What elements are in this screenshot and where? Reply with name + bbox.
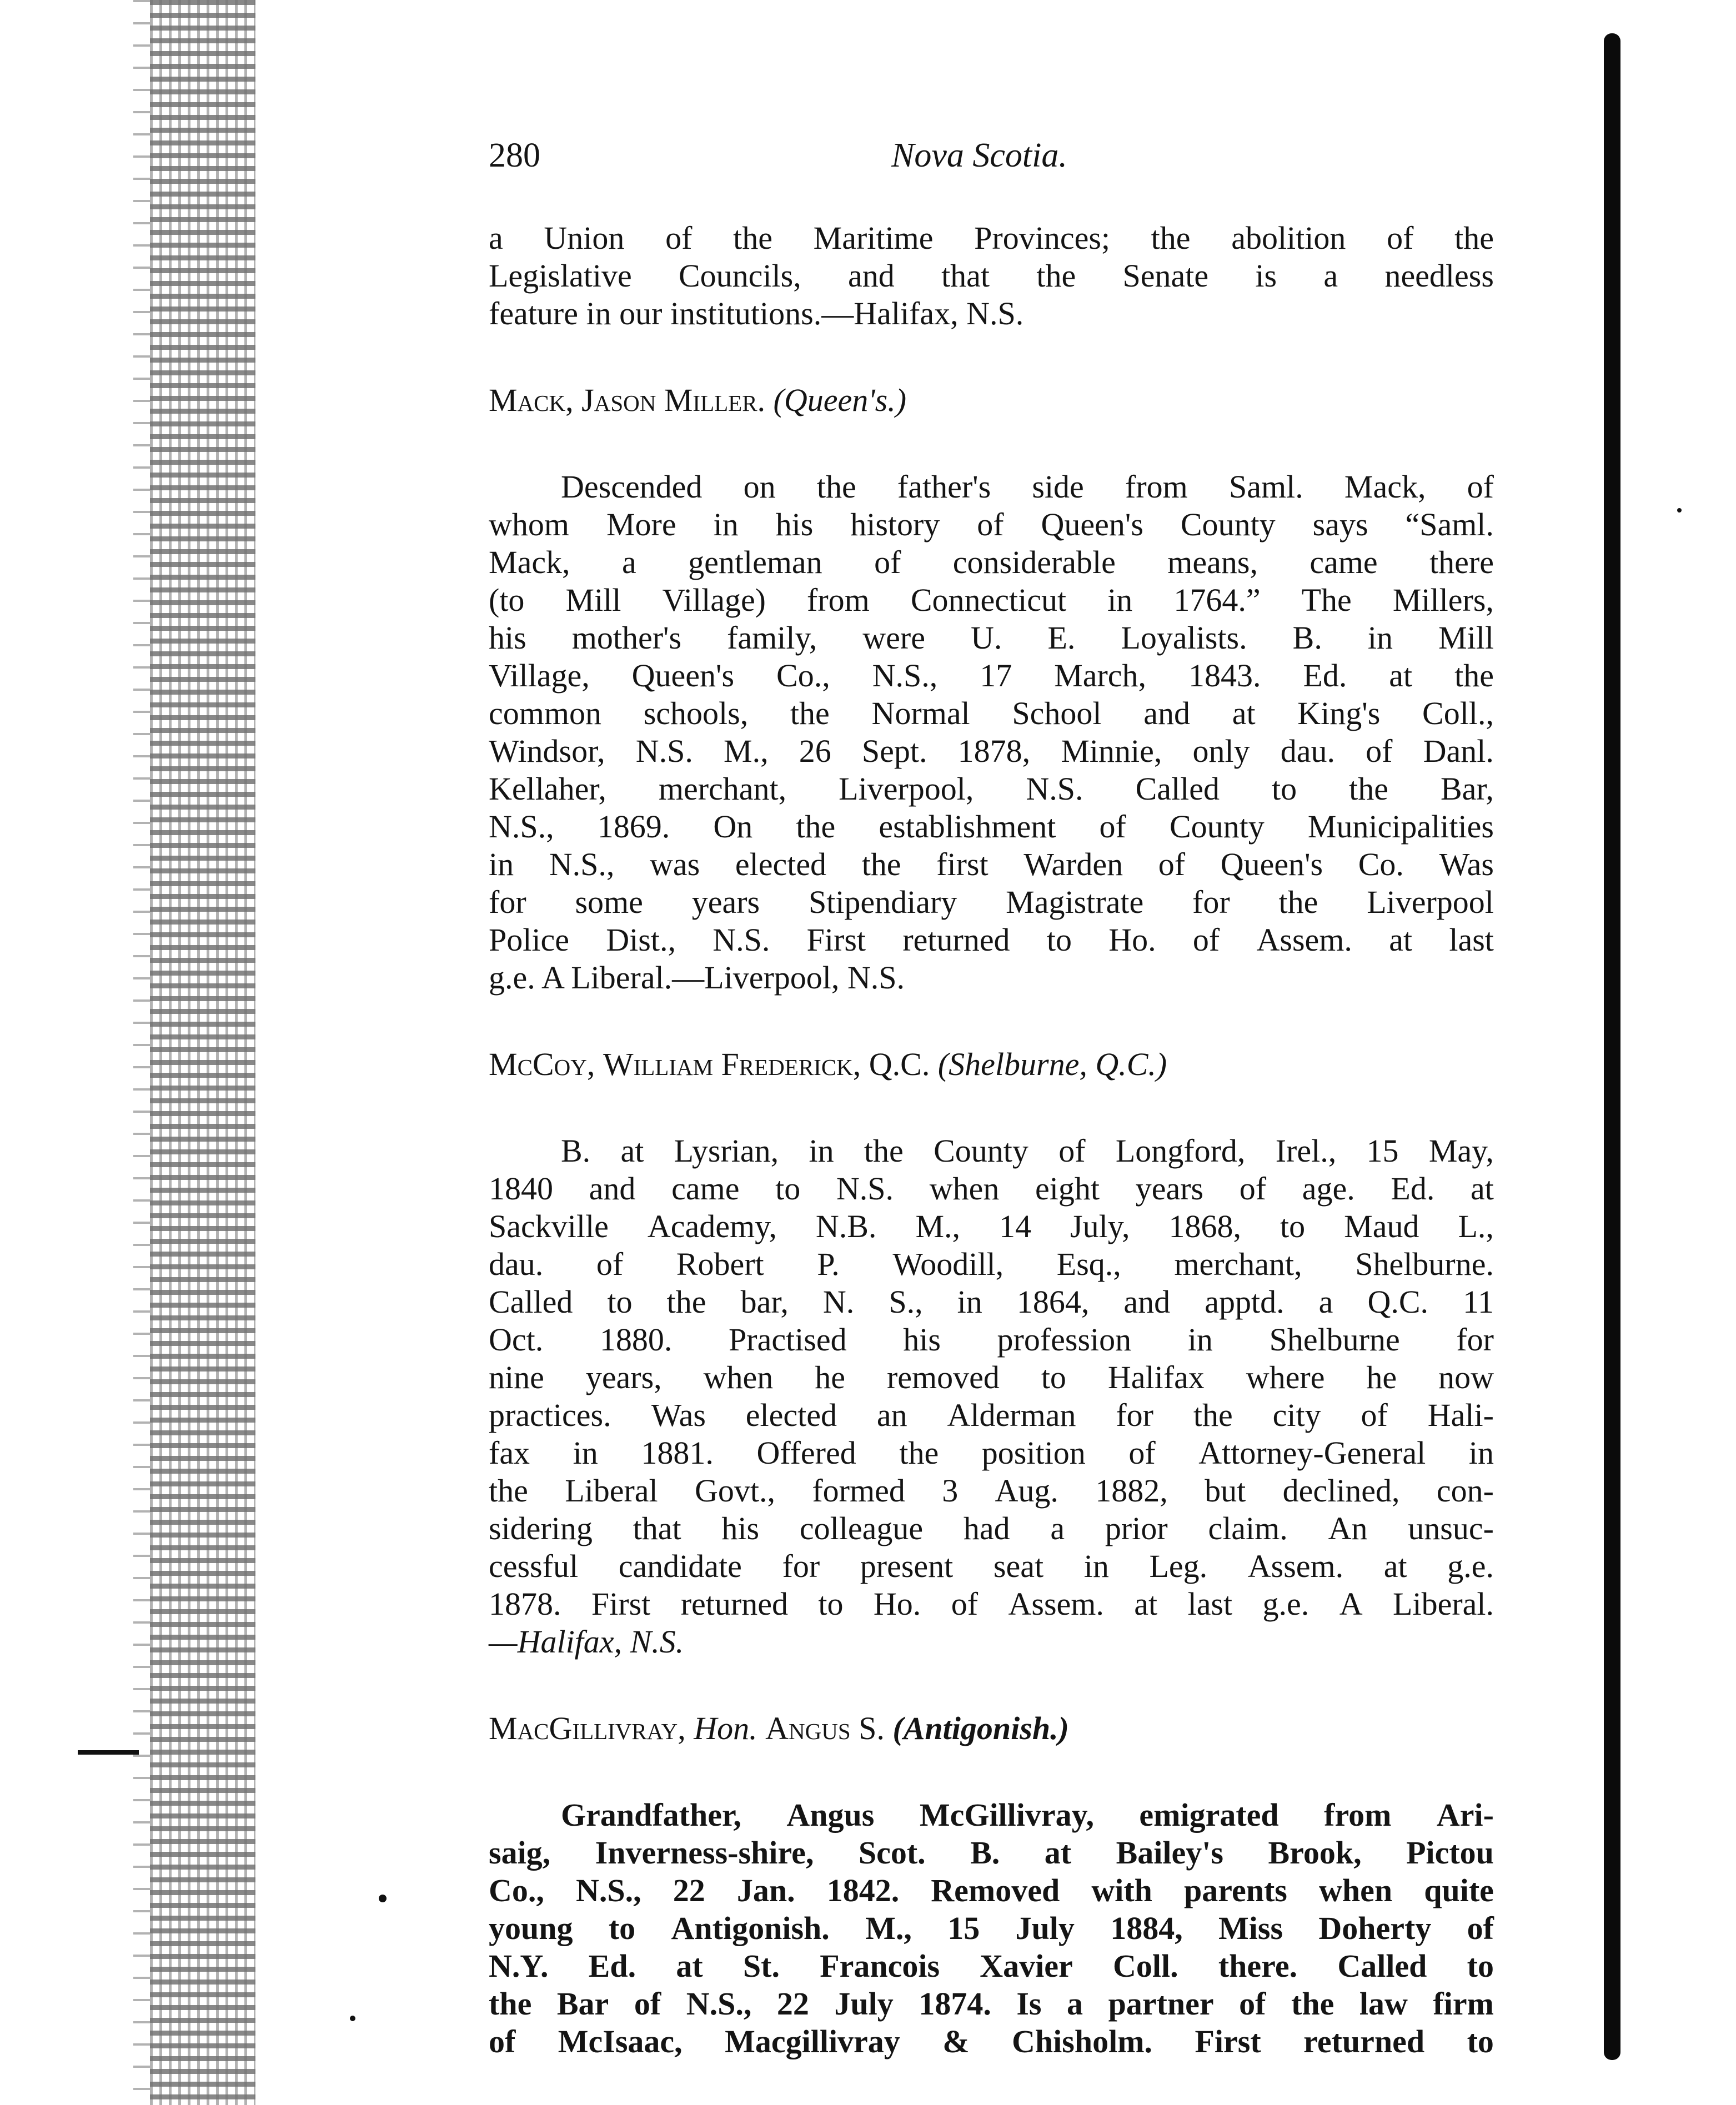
margin-mark [78,1750,139,1755]
text-line: Police Dist., N.S. First returned to Ho. of Assem. at last [489,922,1494,958]
entry-surname: MacGillivray, [489,1710,686,1746]
text-line: of McIsaac, Macgillivray & Chisholm. First returned to [489,2023,1494,2059]
text-line: B. at Lysrian, in the County of Longford, Irel., 15 May, [561,1133,1494,1169]
text-line: fax in 1881. Offered the position of Attorney-General in [489,1435,1494,1471]
entry-heading-mack: Mack, Jason Miller. (Queen's.) [489,382,907,418]
page-number: 280 [489,137,540,174]
text-line: (to Mill Village) from Connecticut in 1764.” The Millers, [489,582,1494,618]
text-line: sidering that his colleague had a prior claim. An unsuc- [489,1510,1494,1546]
text-line: saig, Inverness-shire, Scot. B. at Bailey's Brook, Pictou [489,1835,1494,1871]
text-line: Co., N.S., 22 Jan. 1842. Removed with parents when quite [489,1872,1494,1908]
page-edge-shadow [1604,33,1620,2060]
running-head: Nova Scotia. [891,137,1067,174]
text-line: Oct. 1880. Practised his profession in Shelburne for [489,1322,1494,1358]
text-line: young to Antigonish. M., 15 July 1884, Miss Doherty of [489,1910,1494,1946]
text-line: a Union of the Maritime Provinces; the abolition of the [489,220,1494,256]
text-line: —Halifax, N.S. [489,1624,684,1660]
entry-surname: Mack [489,382,566,418]
entry-constituency: (Antigonish.) [892,1710,1069,1746]
body-text [489,219,1494,2061]
entry-biography [489,1796,1494,2061]
continuation-paragraph [489,219,1494,333]
entry-biography [489,1132,1494,1661]
text-line: Kellaher, merchant, Liverpool, N.S. Called to the Bar, [489,771,1494,807]
text-line: whom More in his history of Queen's County says “Saml. [489,506,1494,542]
entry-constituency: (Shelburne, Q.C.) [937,1046,1167,1082]
text-line: his mother's family, were U. E. Loyalists. B. in Mill [489,620,1494,656]
text-line: the Bar of N.S., 22 July 1874. Is a partner of the law firm [489,1986,1494,2022]
text-line: N.Y. Ed. at St. Francois Xavier Coll. there. Called to [489,1948,1494,1984]
text-line: the Liberal Govt., formed 3 Aug. 1882, but declined, con- [489,1473,1494,1509]
page-header [489,136,1516,186]
entry-constituency: (Queen's.) [773,382,907,418]
entry-surname: McCoy [489,1046,587,1082]
ink-speck [379,1895,387,1902]
text-line: nine years, when he removed to Halifax where he now [489,1359,1494,1395]
entry-given-names: Jason Miller. [581,382,766,418]
text-line: 1878. First returned to Ho. of Assem. at last g.e. A Liberal. [489,1586,1494,1622]
text-line: for some years Stipendiary Magistrate for the Liverpool [489,884,1494,920]
text-line: g.e. A Liberal.—Liverpool, N.S. [489,959,905,996]
entry-given-names: Angus S. [765,1710,885,1746]
text-line: N.S., 1869. On the establishment of County Municipalities [489,808,1494,845]
text-line: 1840 and came to N.S. when eight years of age. Ed. at [489,1170,1494,1207]
text-line: Legislative Councils, and that the Senate is a needless [489,258,1494,294]
text-line: in N.S., was elected the first Warden of Queen's Co. Was [489,846,1494,882]
entry-biography [489,468,1494,997]
text-line: cessful candidate for present seat in Leg. Assem. at g.e. [489,1548,1494,1584]
text-line: Called to the bar, N. S., in 1864, and apptd. a Q.C. 11 [489,1284,1494,1320]
binding-edge [150,0,255,2105]
entry-heading-macgillivray [489,1710,1494,1747]
text-line: dau. of Robert P. Woodill, Esq., merchant, Shelburne. [489,1246,1494,1282]
text-line: Mack, a gentleman of considerable means, came there [489,544,1494,580]
binding-edge-shadow [133,0,150,2105]
entry-heading-mccoy: McCoy, William Frederick, Q.C. (Shelburne, Q.C.) [489,1046,1167,1082]
text-line: Windsor, N.S. M., 26 Sept. 1878, Minnie, only dau. of Danl. [489,733,1494,769]
text-line: practices. Was elected an Alderman for the city of Hali- [489,1397,1494,1433]
text-line: Sackville Academy, N.B. M., 14 July, 1868, to Maud L., [489,1208,1494,1244]
text-line: Descended on the father's side from Saml. Mack, of [561,469,1494,505]
entry-given-names: William Frederick, Q.C. [603,1046,930,1082]
text-line: common schools, the Normal School and at King's Coll., [489,695,1494,731]
ink-speck [350,2016,355,2021]
entry-title: Hon. [694,1710,757,1746]
text-line: Grandfather, Angus McGillivray, emigrated from Ari- [561,1797,1494,1833]
ink-speck [1677,508,1682,513]
text-line: Village, Queen's Co., N.S., 17 March, 1843. Ed. at the [489,657,1494,694]
text-line: feature in our institutions.—Halifax, N.S. [489,295,1024,331]
